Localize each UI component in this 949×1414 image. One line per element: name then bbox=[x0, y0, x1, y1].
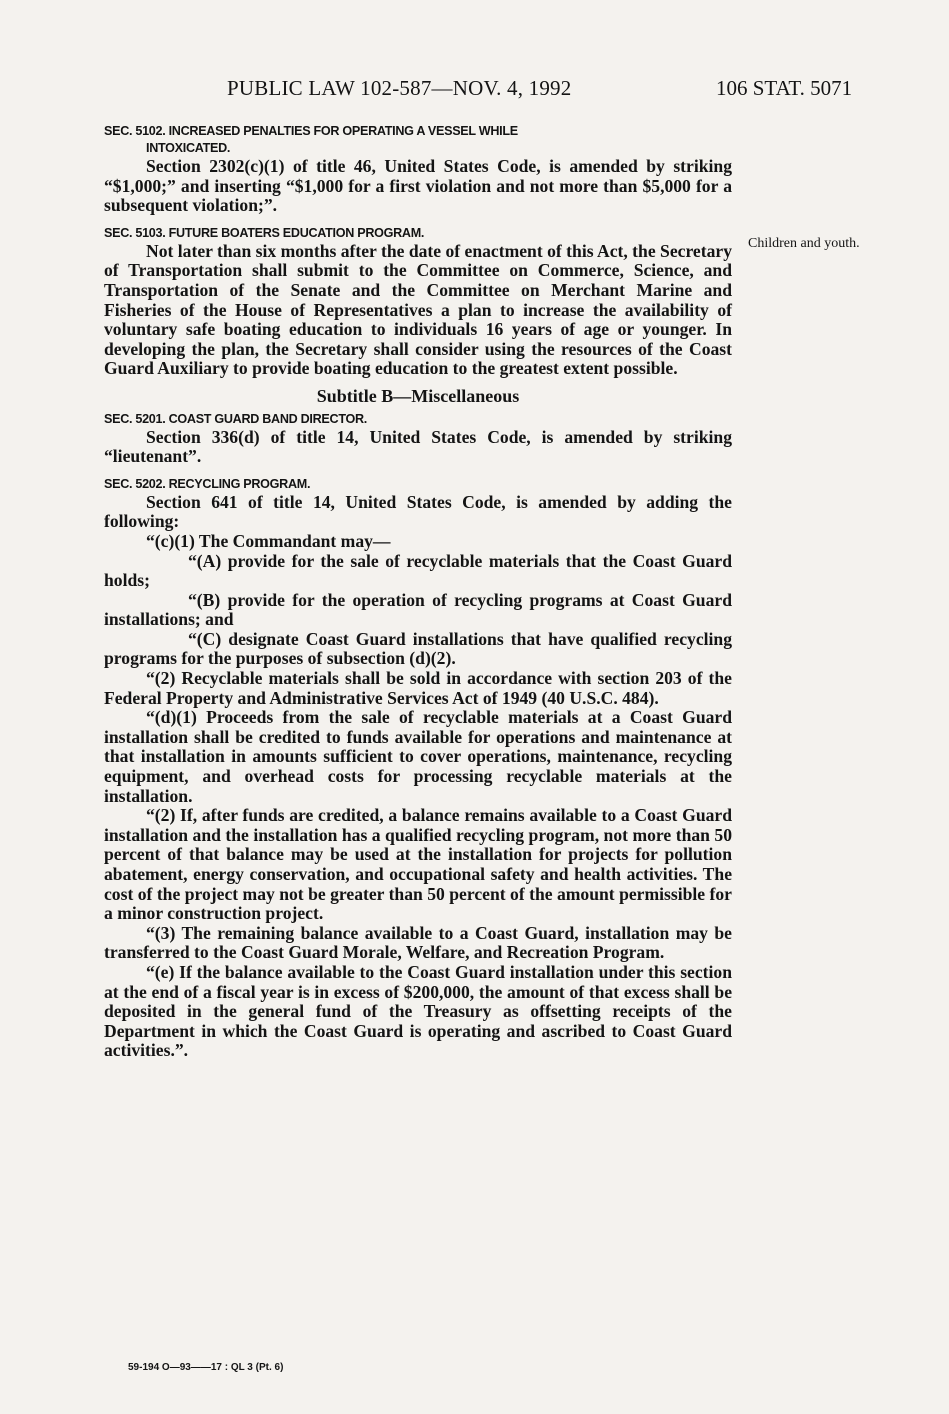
section-5201-heading: SEC. 5201. COAST GUARD BAND DIRECTOR. bbox=[104, 411, 367, 426]
section-5202-e: “(e) If the balance available to the Coast Guard installation under this section at the end of a fiscal year is in excess of $200,000, the amount of that excess shall be deposited in the general fund of the Treasury as offsetting receipts of the Department in which the Coast Guard is operating and ascribed to Coast Guard activities.”. bbox=[104, 961, 732, 1061]
section-5202-d2: “(2) If, after funds are credited, a balance remains available to a Coast Guard installation and the installation has a qualified recycling program, not more than 50 percent of that balance may be used at the installation for projects for pollution abatement, energy conservation, and occupational safety and health activities. The cost of the project may not be greater than 50 percent of the amount permissible for a minor construction project. bbox=[104, 805, 732, 924]
page-header-stat-number: 106 STAT. 5071 bbox=[716, 76, 853, 100]
section-5103-heading: SEC. 5103. FUTURE BOATERS EDUCATION PROGRAM. bbox=[104, 225, 425, 240]
section-5102-text: Section 2302(c)(1) of title 46, United States Code, is amended by striking “$1,000;” and inserting “$1,000 for a first violation and not more than $5,000 for a subsequent violation;”. bbox=[104, 156, 732, 216]
page-header-title: PUBLIC LAW 102-587—NOV. 4, 1992 bbox=[227, 76, 572, 100]
section-5202-d1: “(d)(1) Proceeds from the sale of recyclable materials at a Coast Guard installation shall be credited to funds available for operations and maintenance at that installation in amounts sufficient to cover operations, maintenance, recycling equipment, and overhead costs for processing recyclable materials at the installation. bbox=[104, 707, 732, 806]
section-5102-heading bbox=[104, 123, 732, 157]
section-5102-heading-line1: SEC. 5102. INCREASED PENALTIES FOR OPERATING A VESSEL WHILE bbox=[104, 124, 518, 138]
section-5202-d3: “(3) The remaining balance available to a Coast Guard, installation may be transferred to the Coast Guard Morale, Welfare, and Recreation Program. bbox=[104, 922, 732, 963]
section-5202-cB: “(B) provide for the operation of recycling programs at Coast Guard installations; and bbox=[104, 589, 732, 630]
section-5202-c2: “(2) Recyclable materials shall be sold in accordance with section 203 of the Federal Property and Administrative Services Act of 1949 (40 U.S.C. 484). bbox=[104, 668, 732, 708]
section-5102-heading-line2: INTOXICATED. bbox=[146, 141, 231, 155]
subtitle-heading: Subtitle B—Miscellaneous bbox=[316, 385, 520, 406]
section-5202-cA: “(A) provide for the sale of recyclable materials that the Coast Guard holds; bbox=[104, 550, 732, 591]
section-5103-text: Not later than six months after the date of enactment of this Act, the Secretary of Transportation shall submit to the Committee on Commerce, Science, and Transportation of the Senate and the Committee on Merchant Marine and Fisheries of the House of Representatives a plan to increase the availability of voluntary safe boating education to individuals 16 years of age or younger. In developing the plan, the Secretary shall consider using the resources of the Coast Guard Auxiliary to provide boating education to the greatest extent possible. bbox=[104, 240, 732, 379]
section-5202-intro: Section 641 of title 14, United States Code, is amended by adding the following: bbox=[104, 491, 732, 532]
section-5201-text: Section 336(d) of title 14, United States Code, is amended by striking “lieutenant”. bbox=[104, 426, 732, 467]
section-5202-c1: “(c)(1) The Commandant may— bbox=[146, 530, 391, 551]
page-footer-printing-code: 59-194 O—93——17 : QL 3 (Pt. 6) bbox=[128, 1362, 284, 1373]
section-5202-heading: SEC. 5202. RECYCLING PROGRAM. bbox=[104, 476, 311, 491]
section-5202-cC: “(C) designate Coast Guard installations that have qualified recycling programs for the purposes of subsection (d)(2). bbox=[104, 628, 732, 669]
margin-note: Children and youth. bbox=[748, 236, 860, 251]
document-body bbox=[104, 123, 732, 1061]
